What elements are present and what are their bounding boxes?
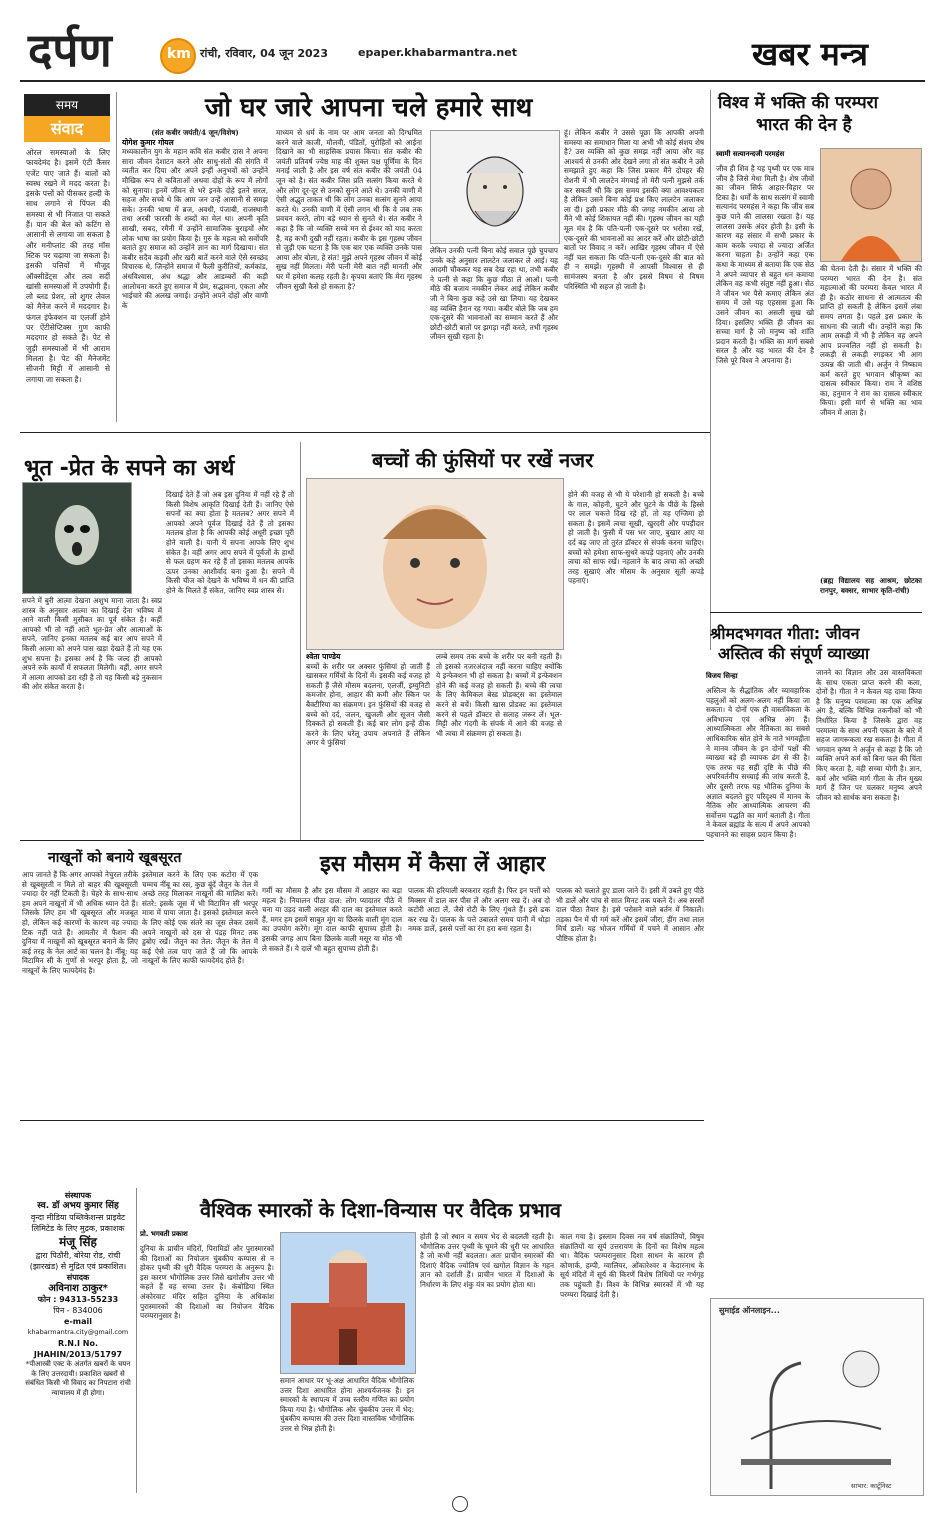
story4-author: श्वेता पाण्डेय xyxy=(306,652,341,661)
imprint-editor-label: संपादक xyxy=(66,1273,90,1282)
sidebar-box xyxy=(22,92,112,420)
sidebar-text: ओरल समस्याओं के लिए फायदेमंद है। इसमें एंटी कैंसर एजेंट पाए जाते हैं। बालों को स्वस्थ रखने में मदद करता है। इसके पत्तों को पीसकर हल्दी के साथ लगाने से पिंपल की समस्या से भी निजात पा सकते हैं। पान की बेल को कटिंग से आसानी से लगाया जा सकता है और मनीप्लांट की तरह मॉस स्टिक पर चढ़ाया जा सकता है। इसकी पत्तियों में मौजूद ऑक्सीडेंट्स और तत्व सर्दी खांसी समस्याओं में उपयोगी हैं। लो ब्लड प्रेशर, लो शुगर लेवल को मैनेज करने में मददगार है। फंगल इंफेक्शन या एलर्जी होने पर ऐंटीसेप्टिक्स गुण काफी मददगार हो सकते हैं। पेट से जुड़ी समस्याओं में भी आराम मिलता है। पेट की मैनेजमेंट सीजनी मिट्टी में आसानी से लगाया जा सकता है। xyxy=(26,148,110,384)
section-rule xyxy=(710,612,922,613)
cartoon-illustration-icon xyxy=(711,1299,923,1495)
cartoon-caption-bottom: साभार: कार्टूनिस्ट xyxy=(851,1482,892,1490)
story7-col2: पालक की हरियाली बरकरार रहती है। फिर इन पत्तों को मिक्सर में डाल कर पीस लें और अलग रख दें। अब दो कटोरी आटा लें, जैसे रोटी के लिए गूंथते हैं। इसे ढक कर रख दें। पालक के पत्ते उबालते समय पानी में थोड़ा नमक डालें, इससे पत्तों का रंग हरा बना रहता है। xyxy=(408,886,550,934)
story4-col1-text: बच्चों के शरीर पर अक्सर फुंसियां हो जाती हैं खासकर गर्मियों के दिनों में। इसकी कई वजह हो सकती हैं जैसे मौसम बदलना, एलर्जी, इम्युनिटी कमजोर होना, आहार की कमी और स्किन पर बैक्टीरिया का संक्रमण। इन फुंसियों की वजह से बच्चे को दर्द, जलन, खुजली और सूजन जैसी दिक्कतें हो सकती हैं। कई बार लोग इन्हें ठीक करने के लिए घरेलू उपाय अपनाते हैं लेकिन अगर ये फुंसियां xyxy=(306,661,430,748)
imprint-phone: फोन : 94313-55233 xyxy=(37,1295,119,1304)
story2-col1: जीव ही शिव है यह पृथ्वी पर एक मात्र जीव है जिसे मेधा मिली है। शेष जीवों का जीवन सिर्फ आहार-विहार पर टिका है। धर्मों के साथ सत्संग में स्वामी सत्यानंद परमहंस ने कहा कि जीव सब कुछ पाने की लालसा रखता है। यह लालसा उसके अंदर होती है। इसी के कारण वह संसार में सभी प्रकार के काम करके ज्यादा से ज्यादा अर्जित करना चाहता है। उन्होंने कहा एक कथा के माध्यम से बताया कि एक सेठ ने अपने व्यापार से बहुत धन कमाया लेकिन वह कभी संतुष्ट नहीं हुआ। सेठ ने जीवन भर पैसे कमाए लेकिन अंत समय में उसे यह एहसास हुआ कि उसने जीवन का असली सुख खो दिया। इसलिए भक्ति ही जीवन का सच्चा मार्ग है जो मनुष्य को शांति प्रदान करती है। भक्ति का मार्ग सबसे सरल है और यह भारत की देन है जिसे पूरे विश्व ने अपनाया है। xyxy=(716,164,814,365)
headline-vaidik: वैश्विक स्मारकों के दिशा-विन्यास पर वैदिक प्रभाव xyxy=(200,1198,561,1222)
headline-bacchon: बच्चों की फुंसियों पर रखें नजर xyxy=(372,448,594,472)
story5-col1: अस्तित्व के सैद्धांतिक और व्यावहारिक पहलुओं को अलग-अलग नहीं किया जा सकता। वे दोनों एक ही वास्तविकता के अविभाज्य एवं अभिन्न अंग हैं। आध्यात्मिकता और नैतिकता का सबसे आधिकारिक स्रोत होने के नाते भगवद्गीता ने मानव जीवन के इन दोनों पक्षों की व्याख्या बड़े ही व्यापक ढंग से की है। एक तरफ यह सही दृष्टि के पीछे की अपरिवर्तनीय सच्चाई की जांच करती है, और दूसरी तरफ यह भौतिक दुनिया के अज्ञात बदलते हुए परिदृश्य में मानव के नैतिक और आध्यात्मिक आचरण की सर्वोत्तम पद्धति का मार्ग बताती है। गीता ने केवल ब्रह्मांड के सत्य में अपने आपको पहचानने का साहस प्रदान किया है। xyxy=(706,686,810,839)
imprint-note: *पीआरबी एक्ट के अंतर्गत खबरों के चयन के लिए उत्तरदायी। प्रकाशित खबरों से संबंधित किसी भी विवाद का निपटारा रांची न्यायालय में ही होगा। xyxy=(25,1360,131,1397)
story3-col2: दिखाई देते हैं जो अब इस दुनिया में नहीं रहे हैं तो किसी विशेष आकृति दिखाई देती हैं। जानिए ऐसे सपनों का क्या होता है मतलब? अगर सपने में आपको अपने पूर्वज दिखाई देते हैं तो इसका मतलब होता है कि आपकी कोई अधूरी इच्छा पूरी होने वाली है। यानी ये सपना आपके लिए शुभ संकेत है। वहीं अगर आप सपने में पूर्वजों के हाथों से फल ग्रहण कर रहे हैं तो इसका मतलब आपके ऊपर उनका आशीर्वाद बना हुआ है। सपने में किसी चीज को देखने के भविष्य में धन की प्राप्ति होने के मिलते हैं संकेत, जानिए स्वप्न शास्त्र से। xyxy=(166,490,294,595)
masthead xyxy=(0,0,945,80)
epaper-url[interactable]: epaper.khabarmantra.net xyxy=(358,46,517,59)
section-rule xyxy=(20,432,710,433)
swami-portrait-icon xyxy=(821,149,921,261)
imprint-box xyxy=(22,1190,134,1490)
story2-author: स्वामी सत्यानन्दजी परमहंस xyxy=(716,150,785,158)
headline-kabir: जो घर जारे आपना चले हमारे साथ xyxy=(205,93,533,123)
km-logo-icon: km xyxy=(167,46,191,62)
imprint-address: द्वारा पिठौरी, बोरेया रोड, रांची (झारखंड) से मुद्रित एवं प्रकाशित। xyxy=(29,1251,127,1271)
story5-col2: जानने का विज्ञान और उस वास्तविकता के साथ एकता प्राप्त करने की कला, दोनों है। गीता ने न केवल यह दावा किया है कि मनुष्य परमात्मा का एक अभिन्न अंग है, बल्कि विभिन्न तकनीकों को भी निर्धारित किया है जिसके द्वारा वह परमात्मा के साथ अपनी एकता के बारे में सहज जागरूकता रख सकता है। गीता में भगवान कृष्ण ने अर्जुन से कहा है कि जो व्यक्ति अपने कर्म को बिना फल की चिंता किए करता है, वही सच्चा योगी है। ज्ञान, कर्म और भक्ति मार्ग गीता के तीन मुख्य मार्ग हैं जिन पर चलकर मनुष्य अपने जीवन को सार्थक बना सकता है। xyxy=(816,668,922,802)
headline-bhakti-1: विश्व में भक्ति की परम्परा xyxy=(718,93,879,113)
story1-col3: लेकिन उनकी पत्नी बिना कोई सवाल पूछे चुपचाप उनके कहे अनुसार लालटेन जलाकर ले आई। यह आदमी चौंककर यह सब देख रहा था, तभी कबीर ने पत्नी से कहा कि कुछ मीठा ले आओ। पत्नी मीठे की बजाय नमकीन लेकर आई लेकिन कबीर जी ने बिना कुछ कहे उसे खा लिया। यह देखकर वह व्यक्ति हैरान रह गया। कबीर बोले कि जब हम एक-दूसरे की भावनाओं का सम्मान करते हैं और छोटी-छोटी बातों पर झगड़ा नहीं करते, तभी गृहस्थ जीवन सुखी रहता है। xyxy=(430,246,558,342)
imprint-heading: संस्थापक xyxy=(64,1191,92,1200)
imprint-printer: मंजू सिंह xyxy=(59,1235,97,1249)
child-face-icon xyxy=(307,479,563,649)
imprint-pin: पिन - 834006 xyxy=(53,1306,103,1315)
story1-author: योगेश कुमार गोयल xyxy=(122,137,174,147)
sidebar-label-top: समय xyxy=(24,94,110,116)
kabir-illustration xyxy=(430,130,560,244)
story8-col2: समान आधार पर भू-अक्ष आधारित वैदिक भौगोलिक उत्तर दिशा आधारित होना आश्चर्यजनक है। इन स्मारकों के स्थापत्य में उच्च स्तरीय गणित का प्रयोग किया गया है। भौगोलिक और चुंबकीय उत्तर में भेद: चुंबकीय कम्पास की उत्तर दिशा वास्तविक भौगोलिक उत्तर से भिन्न होती है। xyxy=(280,1376,414,1433)
swami-photo xyxy=(820,148,922,262)
imprint-founder: स्व. डॉ अभय कुमार सिंह xyxy=(37,1201,119,1211)
headline-gita-1: श्रीमदभगवत गीता: जीवन xyxy=(710,624,860,643)
story1-col1-text: मध्यकालीन युग के महान कवि संत कबीर दास ने अपना सारा जीवन देशाटन करने और साधु-संतों की संगति में व्यतीत कर दिया और अपने इन्हीं अनुभवों को उन्होंने मौखिक रूप से कविताओं अथवा दोहों के रूप में लोगों को सुनाया। इनमें जीवन से भरे इनके दोहे इतने सरल, सहज और सच्चे थे कि आम जन उन्हें आसानी से समझ सके। उनकी भाषा में ब्रज, अवधी, पंजाबी, राजस्थानी तथा अरबी फारसी के शब्दों का मेल था। अपनी कृति साखी, सबद, रमैनी में उन्होंने सामाजिक बुराइयों और लोक भाषा का प्रयोग किया है। गुरु के महत्व को सर्वोपरि बताते हुए समाज को उन्होंने ज्ञान का मार्ग दिखाया। संत कबीर सदैव कड़वी और खरी बातें करने वाले ऐसे स्वच्छंद विचारक थे, जिन्होंने समाज में फैली कुरीतियों, कर्मकांड, अंधविश्वास, अंध श्रद्धा और आडम्बरों की कड़ी आलोचना करते हुए समाज में प्रेम, सद्भावना, एकता और भाईचारे की अलख जगाई। उन्होंने अपने दोहों और वाणी के xyxy=(122,147,268,310)
story8-author: प्रो. भगवती प्रकाश xyxy=(140,1230,188,1238)
story8-col4: काल गया है। इस्लाम दिवस नव वर्ष संक्रांतियों, विषुव संक्रांतियों या सूर्य उत्तरायण के दिनों का विशेष महत्व था। वैदिक परम्परानुसार दिशा साधन के कारण ही कोणार्क, हम्पी, ग्वालियर, ओंकारेश्वर व केदारनाथ के सूर्य मंदिरों में सूर्य की किरणें विशेष तिथियों पर गर्भगृह तक पहुंचती हैं। विश्व के विभिन्न स्मारकों में भी यह परम्परा दिखाई देती है। xyxy=(560,1232,704,1299)
imprint-rni: R.N.I No. xyxy=(57,1339,99,1348)
cartoon-box xyxy=(710,1298,924,1496)
story8-col3: होती है जो स्थान व समय भेद से बदलती रहती है। भौगोलिक उत्तर पृथ्वी के घूमने की धुरी पर आधारित है जो कभी नहीं बदलता। अतः प्राचीन स्मारकों की दिशाएं वैदिक ज्योतिष एवं खगोल विज्ञान के गहन ज्ञान को दर्शाती हैं। प्राचीन भारत में दिशाओं के निर्धारण के लिए शंकु यंत्र का प्रयोग होता था। xyxy=(420,1232,554,1289)
km-logo xyxy=(160,38,196,74)
headline-bhoot: भूत -प्रेत के सपने का अर्थ xyxy=(24,456,235,481)
section-rule xyxy=(20,840,704,841)
divider xyxy=(136,1188,137,1493)
ghost-photo xyxy=(22,482,132,594)
story2-col2: की चेतना देती है। संसार में भक्ति की परम्परा भारत की देन है। संत महात्माओं की परम्परा केवल भारत में ही है। कठोर साधना से आत्मतत्व की प्राप्ति हो सकती है लेकिन इसमें लंबा समय लगता है। पहले इस प्रकार के साधना की जाती थी। उन्होंने कहा कि आम लकड़ी में भी है लेकिन वह अपने आप प्रज्वलित नहीं हो सकती है। लकड़ी से लकड़ी रगड़कर भी आग उत्पन्न की जाती थी। अर्जुन ने निष्काम कर्म करते हुए भगवान श्रीकृष्ण का दासत्व स्वीकार किया। राम ने वशिष्ठ का, हनुमान ने राम का दासत्व स्वीकार किया। इसी मार्ग से भक्ति का भाव जीवन में आता है। xyxy=(820,264,922,417)
headline-gita-2: अस्तित्व की संपूर्ण व्याख्या xyxy=(718,644,870,663)
monument-image-icon xyxy=(281,1233,415,1373)
story1-col2: माध्यम से धर्म के नाम पर आम जनता को दिग्भ्रमित करने वाले काजी, मौलवी, पंडितों, पुरोहितों को आईना दिखाने का भी साहसिक प्रयास किया। संत कबीर की जयंती प्रतिवर्ष ज्येष्ठ माह की शुक्ल पक्ष पूर्णिमा के दिन मनाई जाती है और इस वर्ष संत कबीर की जयंती 04 जून को है। संत कबीर जिस प्रति सत्संग किया करते थे और लोग दूर-दूर से उनको सुनने आते थे। उनकी वाणी में ऐसी अद्भुत ताकत थी कि लोग उनका सत्संग सुनने आया करते थे। उनकी वाणी में ऐसी लगन थी कि वे जब तक प्रवचन करते, लोग बड़े ध्यान से सुनते थे। संत कबीर ने कहा है कि जो व्यक्ति सच्चे मन से ईश्वर को याद करता है, वह कभी दुखी नहीं रहता। कबीर के इस गृहस्थ जीवन से जुड़ी एक घटना है कि एक बार एक व्यक्ति उनके पास आया और बोला, हे संत! मुझे अपने गृहस्थ जीवन में कोई सुख नहीं मिलता। मेरी पत्नी मेरी बात नहीं मानती और घर में हमेशा कलह रहती है। कृपया बताएं कि मेरा गृहस्थ जीवन सुखी कैसे हो सकता है? xyxy=(276,128,422,291)
imprint-rni-no: JHAHIN/2013/51797 xyxy=(33,1350,123,1359)
headline-bhakti-2: भारत की देन है xyxy=(756,115,852,135)
imprint-email-label: e-mail xyxy=(64,1317,92,1326)
city-date: रांची, रविवार, 04 जून 2023 xyxy=(200,47,328,60)
story8-col1: दुनिया के प्राचीन मंदिरों, पिरामिडों और पुरास्मारकों की दिशाओं का नियोजन चुंबकीय कम्पास से न होकर पृथ्वी की धुरी वैदिक परम्परा के अनुरूप है। इस कारण भौगोलिक उत्तर जिसे खगोलीय उत्तर भी कहते हैं वह सच्चा उत्तर है। कंबोडिया स्थित अंकोरवाट मंदिर सहित दुनिया के अधिकांश पुरास्मारकों की दिशाओं का नियोजन वैदिक परम्परानुसार है। xyxy=(140,1244,274,1321)
masthead-rule xyxy=(20,80,925,82)
brand-title: दर्पण xyxy=(28,23,112,77)
paper-name: खबर मन्त्र xyxy=(752,35,868,73)
story1-col1 xyxy=(122,128,268,428)
sidebar-label-bottom: संवाद xyxy=(24,116,110,142)
story1-col4: हूं। लेकिन कबीर ने उससे पूछा कि आपकी अपनी समस्या का समाधान मिला या अभी भी कोई संशय शेष है? उस व्यक्ति को कुछ समझ नहीं आया और वह आश्चर्य से उनकी ओर देखने लगा तो संत कबीर ने उसे समझाते हुए कहा कि जिस प्रकार मैंने दोपहर की रोशनी में भी लालटेन मंगवाई तो मेरी पत्नी मुझसे तर्क कर सकती थी कि इस समय इसकी क्या आवश्यकता है लेकिन उसने बिना कोई प्रश्न किए लालटेन जलाकर ला दी। इसी प्रकार मीठे की जगह नमकीन आया तो मैंने भी कोई शिकायत नहीं की। गृहस्थ जीवन का यही मूल मंत्र है कि पति-पत्नी एक-दूसरे पर भरोसा रखें, एक-दूसरे की भावनाओं का आदर करें और छोटी-छोटी बातों पर विवाद न करें। आखिर गृहस्थ जीवन में ऐसे नहीं चल सकता कि पति-पत्नी एक-दूसरे की बात को ही न समझें। गृहस्थी में आपसी विश्वास से ही सामंजस्य बनता है और इससे विषम से विषम परिस्थिति भी सहज हो जाती है। xyxy=(564,128,704,291)
story4-col1 xyxy=(306,652,430,834)
imprint-publisher: वृन्दा मीडिया पब्लिकेशन्स प्राइवेट लिमिटेड के लिए मुद्रक, प्रकाशक xyxy=(30,1213,126,1233)
story5-author: विजय सिन्हा xyxy=(706,672,738,680)
section-rule xyxy=(20,1120,704,1121)
story3-col1: सपने में बुरी आत्मा देखना अशुभ माना जाता है। स्वप्न शास्त्र के अनुसार आत्मा का दिखाई देना भविष्य में आने वाली किसी मुसीबत का पूर्व संकेत है। कहीं आपको भी तो नहीं आते भूत-प्रेत और आत्माओं के सपने, जानिए इनका मतलब कई बार आप सपने में किसी आत्मा को अपने पास खड़ा देखते हैं तो यह एक शुभ सपना है। इसका अर्थ है कि जल्द ही आपको अपने रुके कार्यों में सफलता मिलेगी। वहीं, अगर सपने में आत्मा आपको डरा रही है तो यह किसी बड़े नुकसान की ओर संकेत करता है। xyxy=(22,596,162,692)
story7-col3: पालक को चलाते हुए डाला जाने दें। इसी में उबले हुए पीठे भी डालें और पांच से सात मिनट तक पकने दें। अब सरसों दाल पीठा तैयार है। इसे परोसने वाले बर्तन में निकालें। तड़का पैन में घी गर्म करें और इसमें जीरा, हींग तथा लाल मिर्च डालें। यह भोजन गर्मियों में पचने में आसान और पौष्टिक होता है। xyxy=(556,886,704,943)
registration-mark-icon xyxy=(452,1496,468,1512)
imprint-editor: अविनाश ठाकुर* xyxy=(48,1283,108,1294)
child-photo xyxy=(306,478,564,650)
story2-footer: (ब्रह्म विद्यालय सह आश्रम, छोटका रानपुर, बक्सर, साभार कृति-रांची) xyxy=(820,576,922,595)
story1-dateline: (संत कबीर जयंती/4 जून/विशेष) xyxy=(151,128,239,137)
story4-col3: होने की वजह से भी ये परेशानी हो सकती है। बच्चे के गाल, कोहनी, घुटने और घुटने के पीछे के हिस्से पर लाल चकत्ते दिख रहे हों, तो यह एग्जिमा हो सकता है। इसमें त्वचा सूखी, खुरदरी और पपड़ीदार हो जाती है। फुंसी में पस भर जाए, बुखार आए या दर्द बढ़ जाए तो तुरंत डॉक्टर से संपर्क करना चाहिए। बच्चों को हमेशा साफ-सुथरे कपड़े पहनाएं और उनकी त्वचा को साफ रखें। नहलाने के बाद त्वचा को अच्छी तरह सुखाएं और मौसम के अनुसार सूती कपड़े पहनाएं। xyxy=(568,490,704,586)
story6-col1: आप जानते हैं कि अगर आपको नेचुरल तरीके से खूबसूरती न मिले तो बाहर की खूबसूरती ज्यादा देर नहीं टिकती है। चेहरे के साथ-साथ हम अपने नाखूनों में भी अधिक ध्यान देते हैं। जिसके लिए हम भी खूबसूरत और मजबूत हो, लेकिन कई कारणों के कारण वह ज्यादा टिक नहीं पाते हैं। आमतौर में फैशन की दुनिया में नाखूनों को खूबसूरत बनाने के लिए कई तरह के नेल आर्ट का चलन है। नींबू: यह विटामिन सी के गुणों से भरपूर होता है, जो नाखूनों के लिए फायदेमंद है। xyxy=(22,870,138,975)
story7-col1: गर्मी का मौसम है और इस मौसम में आहार का बड़ा महत्व है। नियालन पीठा दाल: लोग प्यादातर पीठे में चना या उड़द वाली अरहर की दाल का इस्तेमाल करते हैं, मगर हम इसमें साबुत मूंग या छिलके वाली मूंग दाल का उपयोग करेंगे। मूंग दाल काफी सुपाच्य होती है। इसकी जगह आप बिना छिलके वाली मसूर या मोठ भी ले सकते हैं। ये दालें भी बहुत सुपाच्य होती हैं। xyxy=(262,886,402,953)
divider xyxy=(300,442,301,840)
divider xyxy=(116,92,117,422)
cartoon-caption-top: सुमाईड ऑनलाइन... xyxy=(719,1306,780,1315)
divider xyxy=(710,90,711,650)
headline-nails: नाखूनों को बनाये खूबसूरत xyxy=(48,850,182,866)
kabir-portrait-icon xyxy=(431,131,559,243)
story6-col2: इस्तेमाल करने के लिए एक कटोरा में एक चम्मच नींबू का रस, कुछ बूंदें जैतून के तेल में अच्छे तरह मिलाकर नाखूनों की मालिश करें। संतरे: इसके जूस में भी विटामिन सी भरपूर मात्रा में पाया जाता है। इसको इस्तेमाल करने के लिए कोई एक संतरे का जूस लेकर उसमें अपने नाखूनों को दस से पंद्रह मिनट तक डुबोए रखें। जैतून का तेल: जैतून के तेल में कई ऐसे तत्व पाए जाते हैं जो कि आपके नाखूनों के लिए काफी फायदेमंद होते हैं। xyxy=(142,870,258,966)
redfort-photo xyxy=(280,1232,416,1374)
imprint-email[interactable]: khabarmantra.city@gmail.com xyxy=(27,1328,129,1336)
ghost-image-icon xyxy=(23,483,131,593)
headline-aahar: इस मौसम में कैसा लें आहार xyxy=(320,852,546,877)
story4-col2: लम्बे समय तक बच्चे के शरीर पर बनी रहती हैं। तो इसको नजरअंदाज नहीं करना चाहिए क्योंकि ये इन्फेक्शन भी हो सकता है। बच्चों में इन्फेक्शन होने की कई वजह हो सकती हैं। बच्चे की त्वचा के लिए केमिकल बेस्ड प्रोडक्ट्स का इस्तेमाल करने से बचें। किसी खास प्रोडक्ट का इस्तेमाल करने से पहले डॉक्टर से सलाह जरूर लें। भूल-मिट्टी और गंदगी के संपर्क में आने की वजह से भी त्वचा में संक्रमण हो सकता है। xyxy=(436,652,562,738)
